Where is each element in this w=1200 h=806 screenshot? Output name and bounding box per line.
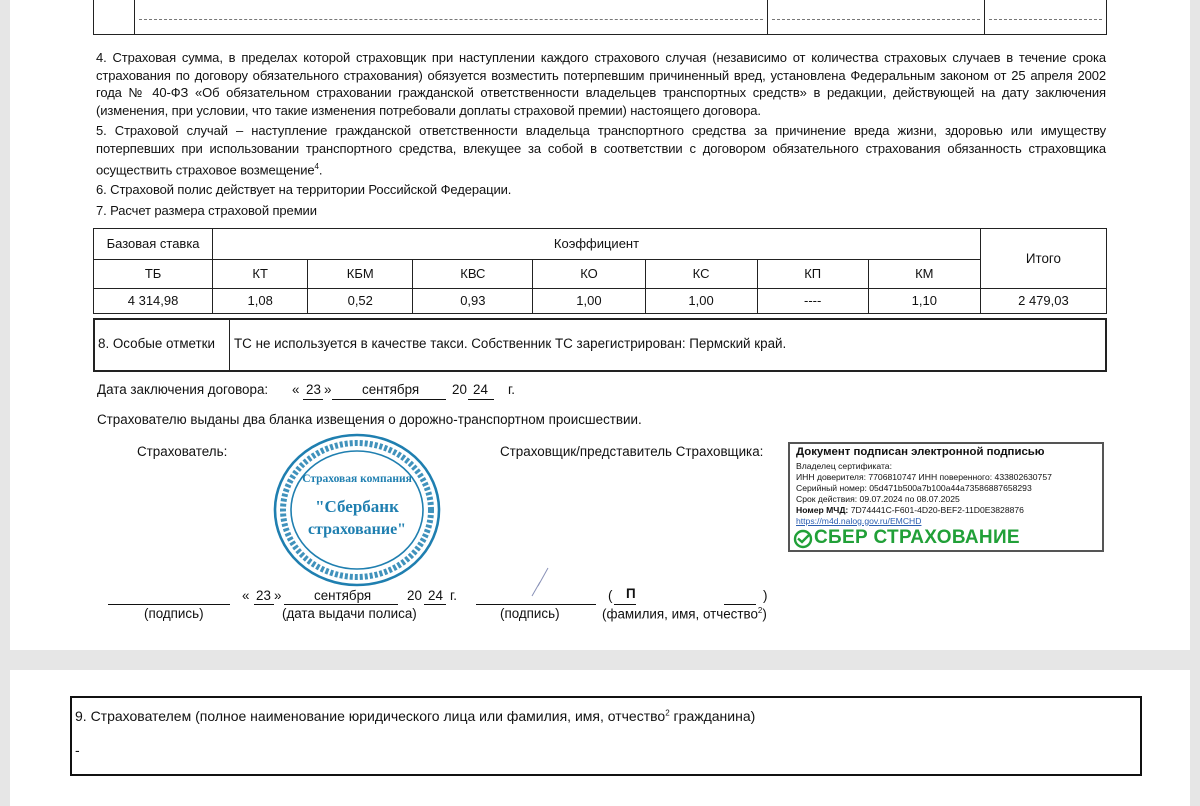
handwritten-signature: [510, 566, 570, 602]
esig-mchd: [796, 505, 1024, 515]
special-notes-text: ТС не используется в качестве такси. Собственник ТС зарегистрирован: Пермский край.: [234, 335, 787, 351]
special-notes-label-cell: [95, 320, 230, 370]
value-cell: 4 314,98: [94, 288, 213, 313]
esig-owner: Владелец сертификата:: [796, 460, 892, 471]
col-header: КБМ: [308, 259, 413, 288]
underline: [468, 399, 494, 400]
issue-month: сентября: [314, 587, 372, 603]
value-cell: ----: [757, 288, 868, 313]
underline: [724, 604, 756, 605]
esig-mchd-value: 7D74441C-F601-4D20-BEF2-11D0E3828876: [850, 504, 1024, 515]
section-5-text: 5. Страховой случай – наступление гражданской ответственности владельца транспортного средства за причинение вреда жизни, здоровью или имуществу потерпевших при использовании транспортного средства, влекущее за собой в соответствии с договором обязательного страхования обязанность страховщика осуществить страховое возмещение: [96, 123, 1106, 177]
special-notes-label: 8. Особые отметки: [98, 335, 216, 351]
footnote-ref: 2: [665, 708, 670, 718]
col-header: КС: [645, 259, 757, 288]
name-caption-end: ): [762, 606, 767, 622]
coefficient-header: Коэффициент: [213, 228, 981, 259]
insured-signature-line[interactable]: [108, 604, 230, 605]
esig-title: Документ подписан электронной подписью: [796, 445, 1045, 458]
sber-check-icon: [793, 529, 813, 549]
insured-label: Страхователь:: [137, 443, 228, 459]
quote-open: «: [242, 587, 250, 603]
value-cell: 1,00: [533, 288, 645, 313]
col-header: КО: [533, 259, 645, 288]
underline: [303, 399, 323, 400]
section-9-text-end: гражданина): [669, 707, 756, 724]
contract-month: сентября: [362, 381, 420, 397]
footnote-ref: 2: [757, 605, 763, 615]
section-7-premium-title: 7. Расчет размера страховой премии: [96, 203, 317, 219]
stamp-inner-text: Страховая компания: [302, 472, 412, 485]
esig-link[interactable]: https://m4d.nalog.gov.ru/EMCHD: [796, 515, 922, 526]
contract-century: 20: [452, 381, 467, 397]
insured-signature-caption: (подпись): [144, 605, 204, 621]
col-header: КМ: [868, 259, 980, 288]
issue-year: 24: [428, 587, 443, 603]
col-header: КВС: [413, 259, 533, 288]
paren-close: ): [763, 587, 768, 603]
company-stamp: [272, 432, 442, 588]
underline: [424, 604, 446, 605]
table-cell: [94, 0, 135, 35]
page-1-content: [93, 0, 1107, 372]
insurer-name-initial: П: [626, 585, 636, 601]
contract-date-label: Дата заключения договора:: [97, 381, 269, 397]
base-rate-header: Базовая ставка: [94, 228, 213, 259]
dashed-placeholder: [989, 19, 1102, 20]
value-cell: 1,00: [645, 288, 757, 313]
table-cell: [135, 0, 768, 35]
stamp-name-line-2: страхование": [307, 520, 407, 538]
table-cell: [985, 0, 1107, 35]
section-9-insured-box: [70, 696, 1142, 776]
issue-day: 23: [256, 587, 271, 603]
section-4-sum-insured: 4. Страховая сумма, в пределах которой страховщик при наступлении каждого страхового случая (независимо от количества страховых случаев в течение срока страхования по договору обязательного страхования) обязуется возместить потерпевшим причиненный вред, установлена Федеральным законом от 25 апреля 2002 года № 40-ФЗ «Об обязательном страховании гражданской ответственности владельцев транспортных средств» в редакции, действующей на дату заключения (изменения, при условии, что такие изменения потребовали доплаты страховой премии) настоящего договора.: [96, 50, 1106, 118]
section-5-insured-event: 5. Страховой случай – наступление гражданской ответственности владельца транспортного средства за причинение вреда жизни, здоровью или имуществу потерпевших при использовании транспортного средства, влекущее за собой в соответствии с договором обязательного страхования обязанность страховщика осуществить страховое возмещение$^4$.: [96, 123, 1106, 177]
contract-year-suffix: г.: [508, 381, 515, 397]
esig-inn: ИНН доверителя: 7706810747 ИНН поверенного: 433802630757: [796, 471, 1052, 482]
esig-validity: Срок действия: 09.07.2024 по 08.07.2025: [796, 493, 960, 504]
quote-close: »: [324, 381, 332, 397]
contract-year: 24: [473, 381, 488, 397]
document-page-1: [10, 0, 1190, 650]
underline: [284, 604, 398, 605]
col-header: ТБ: [94, 259, 213, 288]
paren-open: (: [608, 587, 613, 603]
value-cell: 1,10: [868, 288, 980, 313]
underline: [332, 399, 446, 400]
stamp-name-line-1: "Сбербанк: [315, 496, 399, 516]
name-caption-text: (фамилия, имя, отчество: [602, 606, 758, 622]
esig-serial: Серийный номер: 05d471b500a7b100a44a73586887658293: [796, 482, 1032, 493]
footnote-ref: 4: [314, 161, 319, 171]
contract-day: 23: [306, 381, 321, 397]
premium-calculation-table: [93, 228, 1107, 314]
value-cell: 1,08: [213, 288, 308, 313]
table-cell: [768, 0, 985, 35]
signature-area: [10, 382, 1190, 632]
total-value: 2 479,03: [980, 288, 1106, 313]
document-page-2: [10, 670, 1190, 806]
dashed-placeholder: [139, 19, 763, 20]
issue-date-caption: (дата выдачи полиса): [282, 605, 417, 621]
electronic-signature-box: [788, 442, 1104, 552]
underline: [254, 604, 274, 605]
notice-forms-text: Страхователю выданы два бланка извещения о дорожно-транспортном происшествии.: [97, 411, 642, 427]
issue-year-suffix: г.: [450, 587, 457, 603]
esig-mchd-label: Номер МЧД:: [796, 504, 849, 515]
quote-close: »: [274, 587, 282, 603]
section-6-territory: 6. Страховой полис действует на территории Российской Федерации.: [96, 182, 512, 198]
insurer-signature-caption: (подпись): [500, 605, 560, 621]
value-cell: 0,93: [413, 288, 533, 313]
section-9-label: [75, 708, 755, 724]
insurer-signature-line[interactable]: [476, 604, 596, 605]
quote-open: «: [292, 381, 300, 397]
section-9-value: -: [75, 741, 80, 758]
name-caption: [602, 606, 767, 621]
col-header: КТ: [213, 259, 308, 288]
underline: [614, 604, 636, 605]
value-cell: 0,52: [308, 288, 413, 313]
col-header: КП: [757, 259, 868, 288]
total-header: Итого: [980, 228, 1106, 288]
section-9-text: 9. Страхователем (полное наименование юридического лица или фамилия, имя, отчество: [75, 707, 666, 724]
sber-logo-text: СБЕР СТРАХОВАНИЕ: [814, 526, 1020, 548]
issue-century: 20: [407, 587, 422, 603]
previous-table-fragment: [93, 0, 1107, 35]
special-notes-box: [93, 318, 1107, 372]
insurer-label: Страховщик/представитель Страховщика:: [500, 443, 764, 459]
dashed-placeholder: [772, 19, 980, 20]
